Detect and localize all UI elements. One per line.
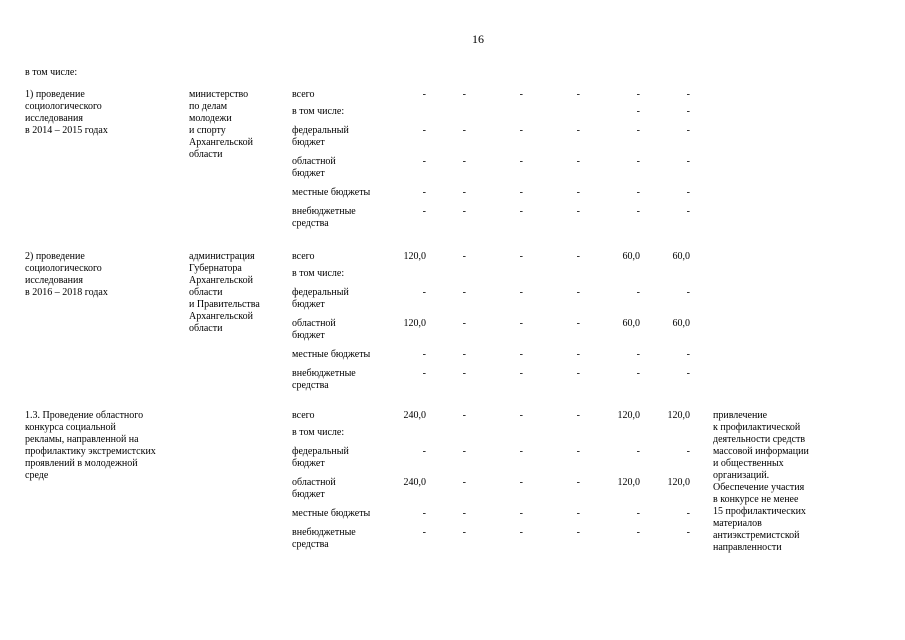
funding-value: 120,0 <box>617 410 640 421</box>
funding-value: - <box>519 446 523 457</box>
funding-value: - <box>576 508 580 519</box>
funding-value: 60,0 <box>672 251 690 262</box>
funding-value: - <box>519 477 523 488</box>
funding-value: - <box>576 527 580 538</box>
funding-value: 60,0 <box>672 318 690 329</box>
funding-source: внебюджетные средства <box>292 527 356 550</box>
funding-value: - <box>422 156 426 167</box>
funding-value: - <box>519 318 523 329</box>
funding-value: - <box>519 287 523 298</box>
funding-value: - <box>519 206 523 217</box>
funding-value: - <box>576 287 580 298</box>
funding-value: 60,0 <box>622 251 640 262</box>
page-number: 16 <box>472 32 484 46</box>
funding-source: в том числе: <box>292 106 345 117</box>
funding-source: всего <box>292 89 315 100</box>
funding-value: - <box>462 156 466 167</box>
funding-value: - <box>462 477 466 488</box>
funding-value: - <box>462 125 466 136</box>
funding-source: в том числе: <box>292 268 345 279</box>
funding-value: - <box>519 187 523 198</box>
funding-value: - <box>686 368 690 379</box>
funding-value: - <box>576 125 580 136</box>
funding-value: - <box>422 89 426 100</box>
funding-source: внебюджетные средства <box>292 368 356 391</box>
funding-value: - <box>422 368 426 379</box>
funding-value: - <box>686 287 690 298</box>
funding-value: - <box>462 508 466 519</box>
funding-value: - <box>422 446 426 457</box>
funding-value: 120,0 <box>403 318 426 329</box>
funding-value: - <box>686 446 690 457</box>
funding-value: - <box>519 251 523 262</box>
funding-value: - <box>422 349 426 360</box>
funding-value: - <box>686 527 690 538</box>
funding-value: - <box>636 527 640 538</box>
funding-value: - <box>636 89 640 100</box>
funding-value: - <box>636 187 640 198</box>
funding-value: - <box>686 106 690 117</box>
funding-source: областной бюджет <box>292 156 336 179</box>
funding-value: 60,0 <box>622 318 640 329</box>
funding-value: - <box>576 89 580 100</box>
funding-value: - <box>422 287 426 298</box>
funding-value: - <box>462 187 466 198</box>
funding-value: - <box>576 410 580 421</box>
funding-source: местные бюджеты <box>292 187 371 198</box>
funding-value: - <box>519 368 523 379</box>
funding-value: - <box>576 368 580 379</box>
funding-source: местные бюджеты <box>292 508 371 519</box>
funding-value: - <box>519 508 523 519</box>
funding-value: - <box>576 477 580 488</box>
funding-value: - <box>462 527 466 538</box>
funding-value: - <box>576 446 580 457</box>
funding-value: 240,0 <box>403 477 426 488</box>
funding-value: - <box>519 527 523 538</box>
funding-source: федеральный бюджет <box>292 125 349 148</box>
funding-source: всего <box>292 410 315 421</box>
funding-value: - <box>462 251 466 262</box>
funding-value: - <box>462 446 466 457</box>
funding-value: - <box>422 187 426 198</box>
funding-source: местные бюджеты <box>292 349 371 360</box>
funding-value: - <box>519 410 523 421</box>
funding-value: - <box>636 206 640 217</box>
funding-source: областной бюджет <box>292 318 336 341</box>
funding-value: - <box>686 125 690 136</box>
activity-name: 1) проведение социологического исследования в 2014 – 2015 годах <box>25 89 108 136</box>
funding-value: - <box>422 125 426 136</box>
funding-value: - <box>519 156 523 167</box>
funding-value: - <box>636 368 640 379</box>
funding-value: - <box>576 251 580 262</box>
funding-value: - <box>686 349 690 360</box>
funding-value: - <box>636 446 640 457</box>
funding-value: - <box>462 318 466 329</box>
funding-value: - <box>686 206 690 217</box>
funding-value: - <box>519 89 523 100</box>
funding-value: - <box>686 187 690 198</box>
responsible-executor: министерство по делам молодежи и спорту Архангельской области <box>189 89 253 160</box>
activity-name: 2) проведение социологического исследования в 2016 – 2018 годах <box>25 251 108 298</box>
funding-value: - <box>636 349 640 360</box>
funding-value: - <box>686 89 690 100</box>
funding-source: областной бюджет <box>292 477 336 500</box>
funding-value: 240,0 <box>403 410 426 421</box>
funding-value: - <box>422 508 426 519</box>
funding-value: - <box>462 206 466 217</box>
funding-value: 120,0 <box>403 251 426 262</box>
funding-value: - <box>422 527 426 538</box>
funding-value: - <box>576 206 580 217</box>
funding-value: 120,0 <box>667 477 690 488</box>
funding-value: - <box>462 287 466 298</box>
funding-value: - <box>576 156 580 167</box>
funding-value: - <box>636 106 640 117</box>
funding-source: федеральный бюджет <box>292 287 349 310</box>
expected-result: привлечение к профилактической деятельности средств массовой информации и общественных организаций. Обеспечение участия в конкурсе не менее 15 профилактических материалов антиэкстремистской направленности <box>713 410 809 553</box>
funding-value: 120,0 <box>617 477 640 488</box>
funding-value: - <box>519 349 523 360</box>
funding-source: федеральный бюджет <box>292 446 349 469</box>
intro-label: в том числе: <box>25 67 78 78</box>
funding-source: всего <box>292 251 315 262</box>
funding-value: - <box>462 368 466 379</box>
funding-value: - <box>636 125 640 136</box>
funding-value: - <box>422 206 426 217</box>
funding-source: в том числе: <box>292 427 345 438</box>
funding-value: 120,0 <box>667 410 690 421</box>
funding-value: - <box>636 508 640 519</box>
funding-value: - <box>576 349 580 360</box>
responsible-executor: администрация Губернатора Архангельской области и Правительства Архангельской области <box>189 251 260 334</box>
funding-value: - <box>519 125 523 136</box>
funding-value: - <box>686 156 690 167</box>
funding-value: - <box>576 318 580 329</box>
funding-value: - <box>462 89 466 100</box>
funding-value: - <box>462 410 466 421</box>
funding-value: - <box>636 156 640 167</box>
funding-value: - <box>686 508 690 519</box>
funding-value: - <box>462 349 466 360</box>
funding-value: - <box>576 187 580 198</box>
funding-value: - <box>636 287 640 298</box>
funding-source: внебюджетные средства <box>292 206 356 229</box>
activity-name: 1.3. Проведение областного конкурса социальной рекламы, направленной на профилактику экстремистских проявлений в молодежной среде <box>25 410 156 481</box>
